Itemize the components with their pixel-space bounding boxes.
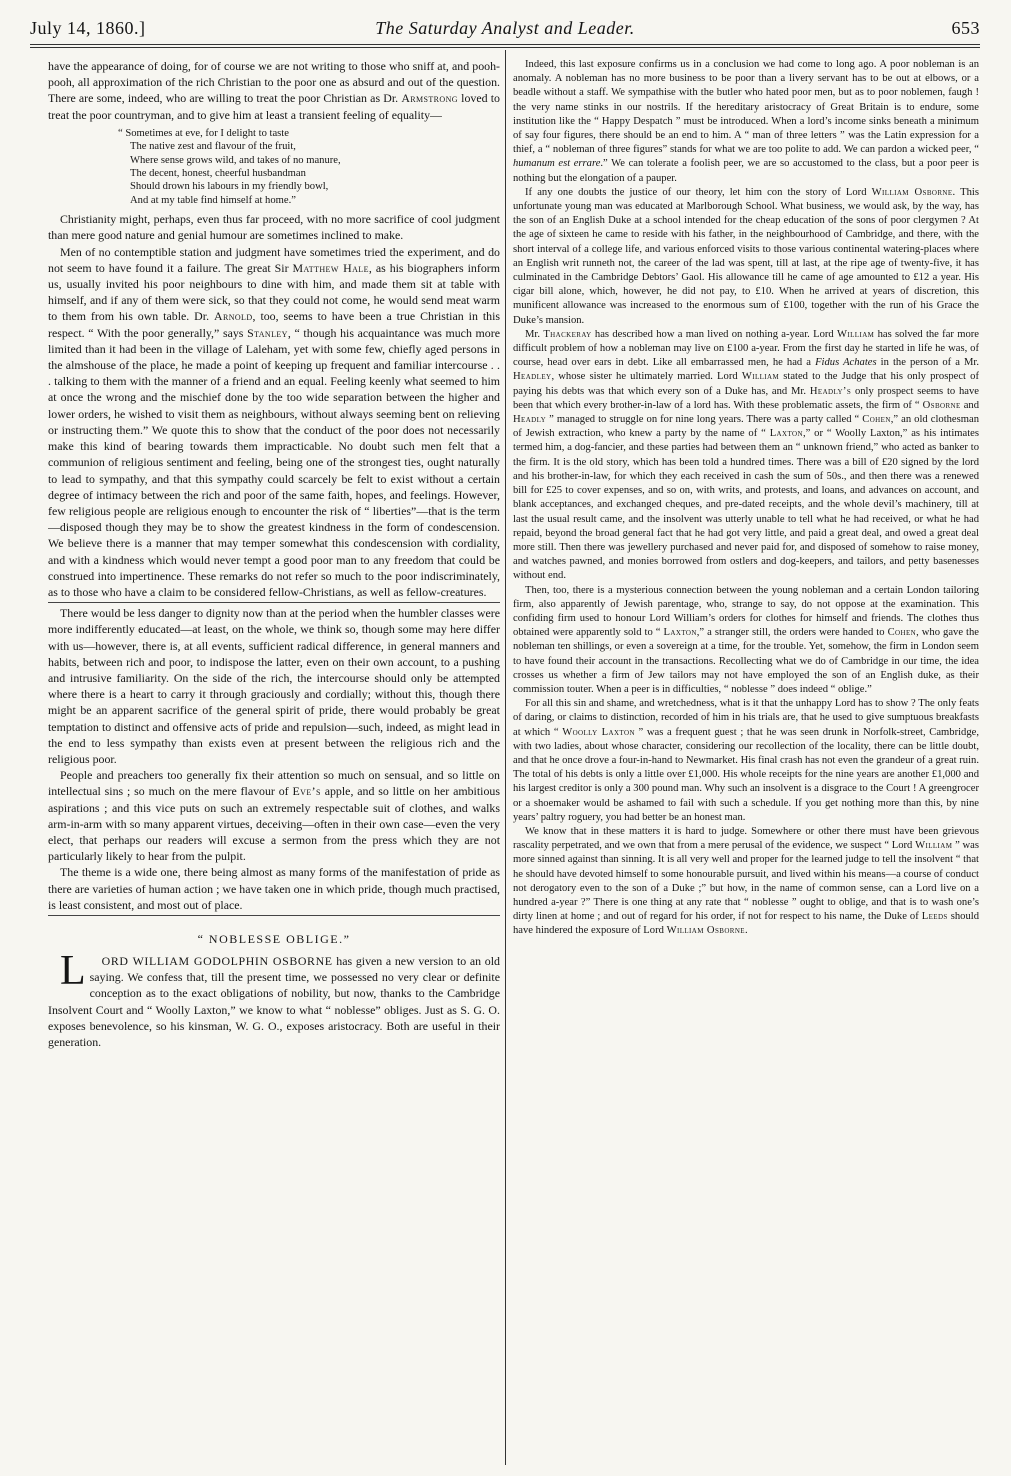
paragraph: The theme is a wide one, there being almost as many forms of the manifestation of pride as there are varieties of human action ; we have taken one in which pride, though much practised, is least consistent, and most out of place. bbox=[48, 865, 500, 912]
person-name: Arnold bbox=[213, 309, 253, 324]
poem-line: The native zest and flavour of the fruit, bbox=[130, 141, 296, 153]
drop-cap: L bbox=[60, 947, 86, 994]
paragraph: Then, too, there is a mysterious connection between the young nobleman and a certain London tailoring firm, also apparently of Jewish parentage, who, strange to say, do not oppose at the examination. This confiding firm used to honour Lord William’s orders for clothes for himself and friends. The clothes thus obtained were apparently sold to “ Laxton,” a stranger still, the orders were handed to Cohen, who gave the nobleman ten shillings, or even a sovereign at a time, for the trouble. Yet, somehow, the firm in London seem to have found their account in the transactions. Recollecting what we do of Cambridge in our time, the idea crosses us whether a firm of Jew tailors may not have employed the son of an English duke, as their commission touter. When a peer is in difficulties, “ noblesse ” does indeed “ oblige.” bbox=[513, 584, 979, 695]
person-name: William bbox=[741, 371, 780, 383]
paragraph: There would be less danger to dignity now than at the period when the humbler classes were more indifferently educated—at least, on the whole, we think so, though some may here differ with us—however, there is, at all events, sufficient radical difference, in general manners and habits, between rich and poor, to indispose the latter, even on their own account, to a pushing and intrusive familiarity. On the side of the rich, the intercourse should only be attempted where there is a heart to carry it through graciously and cordially; without this, though there might be an apparent sacrifice of the general spirit of pride, there would probably be great temptation to distinct and offensive acts of pride and repulsion—such, indeed, as might lead in the end to less sympathy than exists even at present between the religious rich and the religious poor. bbox=[48, 606, 500, 766]
section-rule bbox=[48, 915, 500, 916]
paragraph: We know that in these matters it is hard to judge. Somewhere or other there must have been grievous rascality perpetrated, and we own that from a mere perusal of the evidence, we suspect “ Lord William ” was more sinned against than sinning. It is all very well and proper for the learned judge to tell the insolvent “ that he should have devoted himself to some honourable pursuit, and lived within his means—a course of conduct not derogatory even to the son of a Duke ;” but how, in the name of common sense, can a Lord live on a hundred a-year ?” There is one thing at any rate that “ noblesse ” ought to oblige, and that is to wash one’s dirty linen at home ; and out of regard for his order, if not for respect to his name, the Duke of Leeds should have hindered the exposure of Lord William Osborne. bbox=[513, 825, 979, 937]
person-name: Headly bbox=[513, 414, 547, 426]
paragraph: For all this sin and shame, and wretchedness, what is it that the unhappy Lord has to show ? The only feats of daring, or claims to distinction, recorded of him in his trials are, that he used to give sumptuous breakfasts at which “ Woolly Laxton ” was a frequent guest ; that he was seen drunk in Norfolk-street, Cambridge, with two ladies, about whose character, considering our recollection of the locality, there can be little doubt, and that he once drove a four-in-hand to Newmarket. His final crash has not even the grandeur of a great ruin. The total of his debts is only a little over £1,000. His whole receipts for the nine years are another £1,000 and his largest creditor is only a 300 pound man. Why such an insolvent is a disgrace to the Court ! A greengrocer or a shoemaker would be ashamed to fail with such a schedule. If you get nothing more than this, by nine years’ paltry roguery, you had better be an honest man. bbox=[513, 698, 979, 823]
paragraph: Mr. Thackeray has described how a man lived on nothing a-year. Lord William has solved the far more difficult problem of how a nobleman may live on £100 a-year. From the first day he started in life he was, of course, head over ears in debt. Like all embarrassed men, he had a Fidus Achates in the person of a Mr. Headley, whose sister he ultimately married. Lord William stated to the Judge that his only prospect of paying his debts was that which every son of a Duke has, and Mr. Headly’s only prospect seems to have been that which every brother-in-law of a lord has. With these problematic assets, the firm of “ Osborne and Headly ” managed to struggle on for nine long years. There was a party called “ Cohen,” an old clothesman of Jewish extraction, who knew a party by the name of “ Laxton,” or “ Woolly Laxton,” as his intimates termed him, a dog-fancier, and these parties had between them an “ unknown friend,” who acted as banker to the firm. It is the old story, which has been told a hundred times. There was a bill of £20 signed by the lord and his brother-in-law, for which they each received in cash the sum of 50s., and then there was a renewed bill for £25 to cover expenses, and so on, with writs, and protests, and loans, and advances on account, and blank acceptances, and exchanged cheques, and pre-dated receipts, and the whole devil’s machinery, till at last the usual result came, and the insolvent was utterly unable to tell what he had received, or what he had repaid, beyond the broad general fact that he had got very little, and paid a great deal, and owed a great deal more still. Then there was jewellery purchased and never paid for, and disposed of somehow to raise money, and watches pawned, and monies borrowed from ostlers and dog-keepers, and tailors, and petty basenesses without end. bbox=[513, 328, 979, 582]
paragraph: If any one doubts the justice of our theory, let him con the story of Lord William Osborne. This unfortunate young man was educated at Marlborough School. What business, we would ask, by the way, has the son of an English Duke at a school intended for the cheap education of the sons of poor clergymen ? At the age of sixteen he came to reside with his father, in the neighbourhood of Cambridge, and there, with the short interval of a college life, and various enforced visits to those various continental watering-places where an English writ runneth not, the career of the lad was spent, till at last, at the ripe age of twenty-five, it has culminated in the Cambridge Debtors’ Gaol. His allowance till he came of age amounted to £12 a year. His cigar bill alone, which, however, he did not pay, to £10. When he arrived at years of discretion, this munificent allowance was increased to the enormous sum of £100, together with the run of his Grace the Duke’s mansion. bbox=[513, 186, 979, 326]
person-name: Cohen bbox=[862, 414, 891, 426]
person-name: Stanley bbox=[247, 325, 288, 340]
person-name: Headley bbox=[513, 371, 552, 383]
left-column bbox=[48, 58, 500, 1468]
person-name: Cohen bbox=[887, 627, 917, 639]
person-name: Eve’s bbox=[292, 784, 321, 799]
section-rule bbox=[48, 602, 500, 603]
person-name: Laxton bbox=[663, 627, 697, 639]
paragraph: Christianity might, perhaps, even thus far proceed, with no more sacrifice of cool judgment than mere good nature and genial humour are sometimes inclined to make. bbox=[48, 212, 500, 243]
header-rule-thin bbox=[30, 47, 980, 48]
person-name: Osborne bbox=[922, 399, 961, 411]
header-rule bbox=[30, 44, 980, 45]
person-name: Leeds bbox=[921, 911, 948, 923]
column-divider bbox=[505, 50, 506, 1465]
page-header bbox=[30, 10, 980, 42]
paragraph: People and preachers too generally fix their attention so much on sensual, and so little on intellectual sins ; so much on the mere flavour of Eve’s apple, and so little on her ambitious aspirations ; and this vice puts on such an extremely respectable suit of clothes, and walks arm-in-arm with so many apparent virtues, deceiving—often in their own case—even the very elect, that perhaps our readers will excuse a sermon from the press which they are not particularly likely to hear from the pulpit. bbox=[48, 768, 500, 864]
person-name: William Osborne bbox=[666, 925, 745, 937]
paragraph: Men of no contemptible station and judgment have sometimes tried the experiment, and do not seem to have found it a failure. The great Sir Matthew Hale, as his biographers inform us, usually invited his poor neighbours to dine with him, and made them sit at table with himself, and if any of them were sick, so that they could not come, he would send meat warm to them from his own table. Dr. Arnold, too, seems to have been a true Christian in this respect. “ With the poor generally,” says Stanley, “ though his acquaintance was much more limited than it had been in the village of Laleham, yet with some few, chiefly aged persons in the almshouse of the place, he made a point of keeping up frequent and familiar intercourse . . . talking to them with the manner of a friend and an equal. Feeling keenly what seemed to him at once the wrong and the mischief done by the too wide separation between the higher and lower orders, he wished to visit them as neighbours, without always seeming bent on relieving or instructing them.” We quote this to show that the conduct of the poor does not necessarily make this kind of bearing towards them impracticable. No doubt such men felt that a communion of religious sentiment and feeling, being one of the strongest ties, ought naturally to lead to sympathy, and that this sympathy could scarcely be felt to exist without a certain degree of intimacy between the rich and poor of the same faith, hopes, and feelings. However, few religious people are religious enough to encounter the risk of “ liberties”—that is the term—disposed though they may be to show the greatest kindness in the form of condescension. We believe there is a manner that may temper somewhat this condescension with cordiality, and with a kindness which would never tempt a good poor man to any freedom that could be construed into impertinence. These remarks do not refer so much to the poor indiscriminately, as to those who have a claim to be considered fellow-Christians, as well as fellow-creatures. bbox=[48, 244, 500, 599]
poem-line: Should drown his labours in my friendly bowl, bbox=[130, 181, 329, 193]
header-page-number: 653 bbox=[951, 18, 980, 38]
person-name: Thackeray bbox=[543, 328, 592, 340]
person-name: Armstrong bbox=[401, 91, 458, 106]
person-name: Woolly Laxton bbox=[562, 726, 635, 738]
header-publication: The Saturday Analyst and Leader. bbox=[375, 18, 635, 38]
poem-line: Where sense grows wild, and takes of no manure, bbox=[130, 154, 341, 166]
poem-line: And at my table find himself at home.” bbox=[130, 194, 296, 206]
person-name: Headly’s bbox=[809, 385, 852, 397]
poem-quote bbox=[118, 127, 500, 207]
paragraph: L ORD WILLIAM GODOLPHIN OSBORNE has given a new version to an old saying. We confess that, till the present time, we possessed no very clear or definite conception as to the exact obligations of nobility, but now, thanks to the Cambridge Insolvent Court and “ Woolly Laxton,” we know to what “ noblesse” obliges. Just as S. G. O. exposes benevolence, so his kinsman, W. G. O., exposes aristocracy. Both are useful in their generation. bbox=[48, 947, 500, 1049]
paragraph: Indeed, this last exposure confirms us in a conclusion we had come to long ago. A poor nobleman is an anomaly. A nobleman has no more business to be poor than a livery servant has to be out at elbows, or a beadle without a staff. We sympathise with the butler who hated poor men, but as to poor noblemen, faugh ! the very name stinks in our nostrils. If the hereditary aristocracy of Great Britain is to endure, some institution like the “ Happy Despatch ” must be introduced. When a lord’s income sinks beneath a minimum of say four figures, there should be an end to him. A “ man of three letters ” was the Latin expression for a thief, a “ nobleman of three figures” stands for what we are too polite to add. We can pardon a wicked peer, “ humanum est errare.” We can tolerate a foolish peer, we are so accustomed to the class, but a poor peer is nothing but the elongation of a pauper. bbox=[513, 59, 979, 184]
right-column bbox=[513, 58, 979, 1468]
paragraph: have the appearance of doing, for of course we are not writing to those who sniff at, and pooh-pooh, all approximation of the rich Christian to the poor one as absurd and out of the question. There are some, indeed, who are willing to treat the poor Christian as Dr. Armstrong loved to treat the poor countryman, and to give him at least a transient feeling of equality— bbox=[48, 59, 500, 122]
person-name: William bbox=[837, 328, 875, 340]
section-title: “ NOBLESSE OBLIGE.” bbox=[197, 931, 351, 946]
person-name: Laxton bbox=[769, 428, 803, 440]
person-name: William bbox=[915, 840, 953, 852]
person-name: Matthew Hale bbox=[292, 260, 369, 275]
person-name: William Osborne bbox=[871, 186, 953, 198]
poem-line: The decent, honest, cheerful husbandman bbox=[130, 168, 306, 180]
poem-line: “ Sometimes at eve, for I delight to taste bbox=[118, 127, 289, 139]
header-date: July 14, 1860.] bbox=[30, 18, 146, 38]
